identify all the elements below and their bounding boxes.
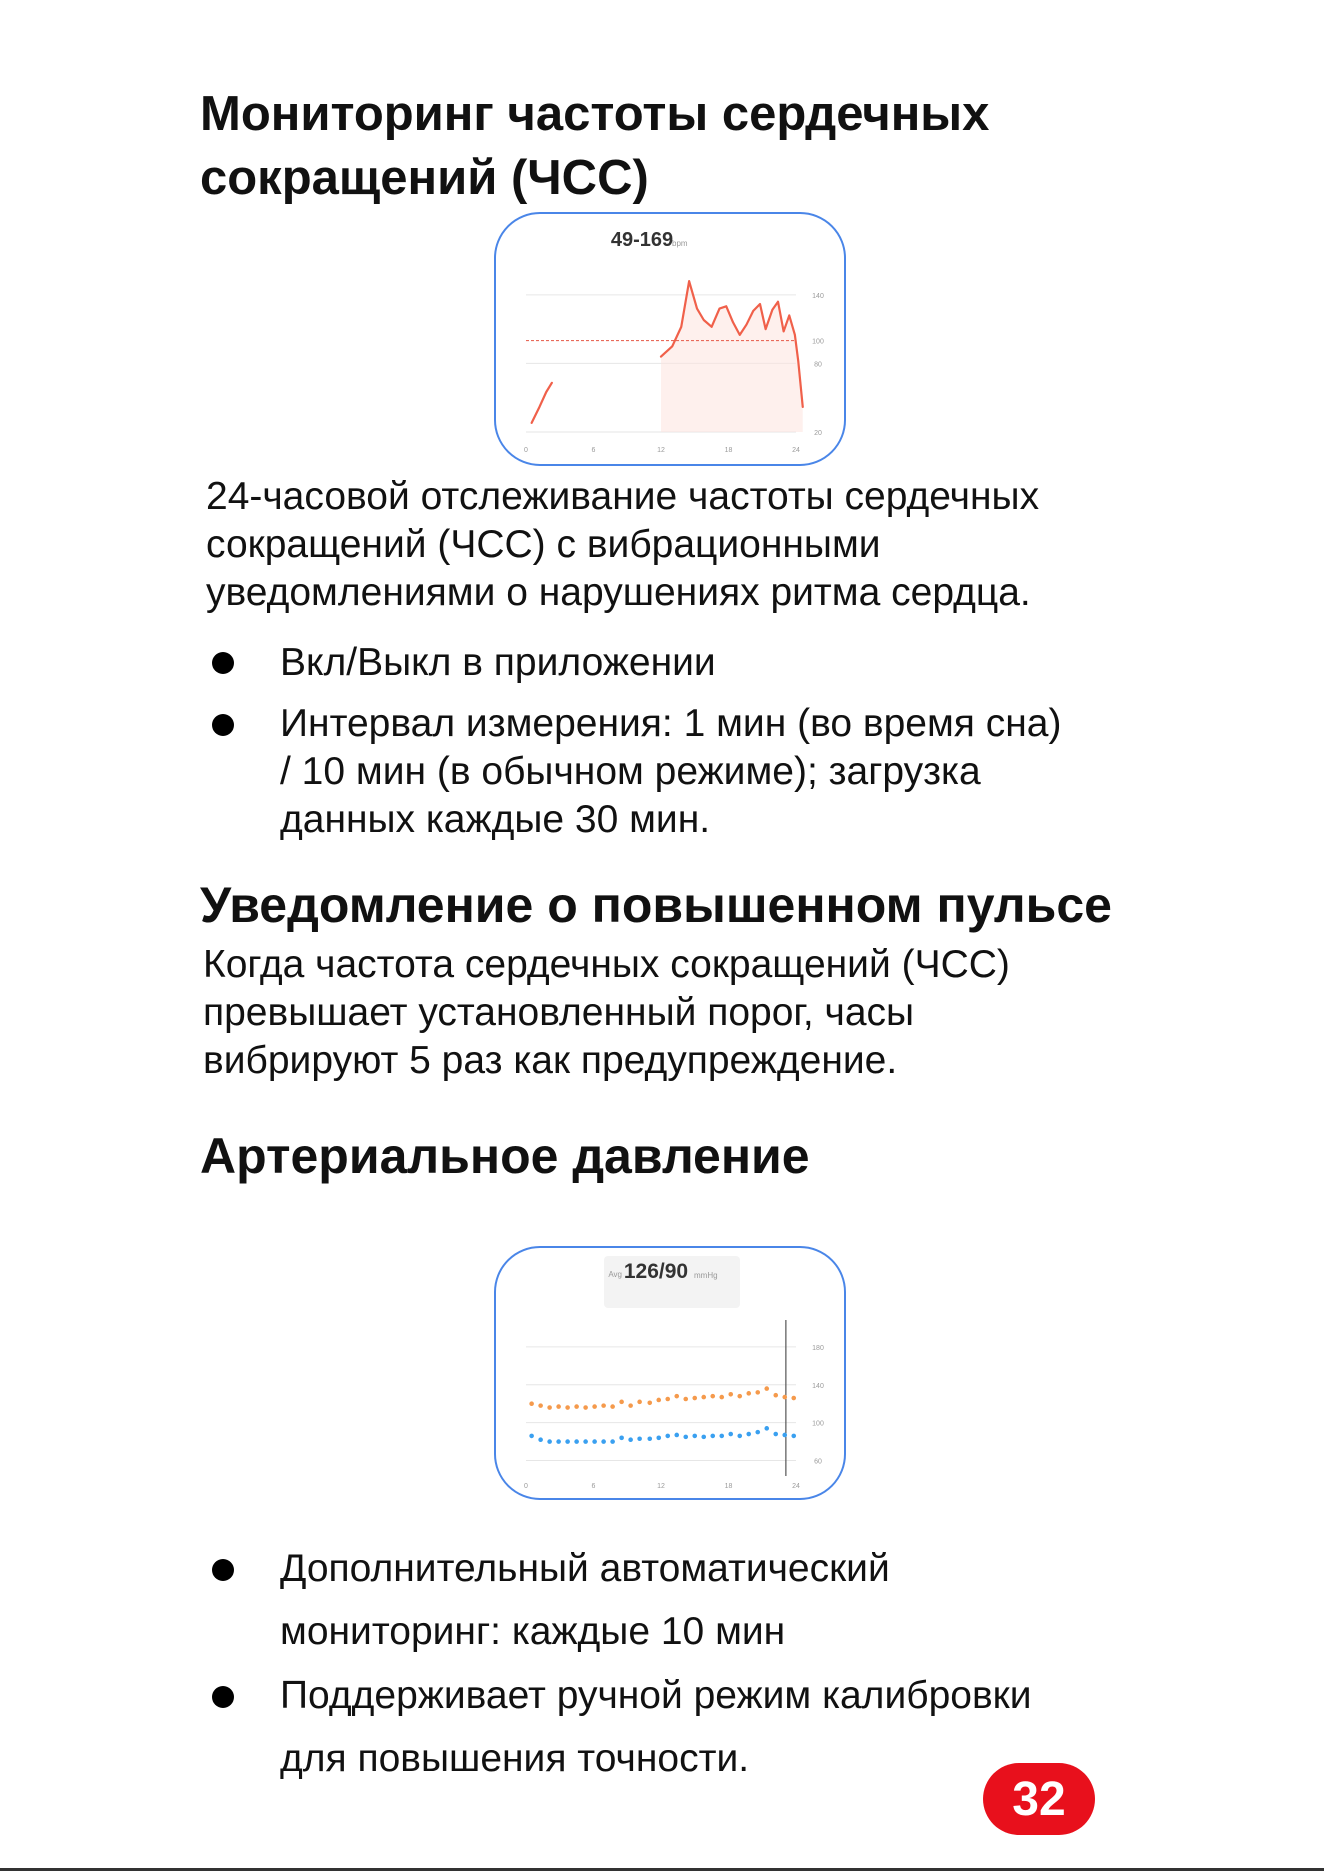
systolic-point [601,1403,606,1408]
diastolic-point [683,1435,688,1440]
heart-rate-chart [496,214,846,466]
y-tick-label: 20 [814,430,822,437]
diastolic-point [656,1436,661,1441]
systolic-point [728,1392,733,1397]
systolic-point [656,1398,661,1403]
systolic-point [701,1395,706,1400]
bullet-line: мониторинг: каждые 10 мин [280,1610,786,1653]
bottom-rule [0,1868,1324,1871]
diastolic-point [701,1435,706,1440]
diastolic-point [592,1439,597,1444]
x-tick-label: 6 [591,1483,596,1490]
x-tick-label: 24 [792,1483,800,1490]
systolic-point [592,1404,597,1409]
bullet-line: Вкл/Выкл в приложении [280,641,716,684]
bullet-interval [280,700,1200,844]
systolic-point [574,1404,579,1409]
diastolic-point [710,1434,715,1439]
bullet-line: Интервал измерения: 1 мин (во время сна) [280,702,1062,745]
heart-rate-description [206,473,1206,617]
diastolic-point [556,1439,561,1444]
systolic-point [710,1394,715,1399]
high-pulse-title: Уведомление о повышенном пульсе [200,877,1112,933]
y-tick-label: 80 [814,361,822,369]
y-tick-label: 100 [812,338,824,346]
blood-pressure-chart-card [494,1246,846,1500]
systolic-point [647,1400,652,1405]
bullet-auto-monitoring [280,1537,1200,1663]
page-number-badge: 32 [983,1763,1095,1835]
bullet-dot [212,1686,234,1708]
bp-chart-value: 126/90 [623,1260,689,1283]
systolic-point [628,1403,633,1408]
diastolic-point [583,1439,588,1444]
diastolic-point [782,1433,787,1438]
diastolic-point [764,1426,769,1431]
y-tick-label: 60 [814,1458,822,1466]
systolic-point [556,1404,561,1409]
systolic-point [791,1396,796,1401]
diastolic-point [773,1432,778,1437]
systolic-point [755,1390,760,1395]
y-tick-label: 180 [812,1344,824,1352]
systolic-point [619,1400,624,1405]
x-tick-label: 12 [657,447,665,454]
description-line: Когда частота сердечных сокращений (ЧСС) [203,943,1010,986]
diastolic-point [547,1439,552,1444]
blood-pressure-chart [496,1248,846,1500]
x-tick-label: 6 [591,447,596,454]
diastolic-point [601,1439,606,1444]
systolic-point [773,1393,778,1398]
bullet-dot [212,652,234,674]
systolic-point [583,1405,588,1410]
diastolic-point [755,1430,760,1435]
systolic-point [674,1394,679,1399]
diastolic-point [674,1433,679,1438]
bullet-line: Дополнительный автоматический [280,1547,890,1590]
diastolic-point [565,1439,570,1444]
systolic-point [565,1405,570,1410]
systolic-point [637,1400,642,1405]
systolic-point [529,1401,534,1406]
heart-rate-title: Мониторинг частоты сердечных сокращений (ЧСС) [200,87,990,205]
bullet-dot [212,1559,234,1581]
diastolic-point [610,1439,615,1444]
y-tick-label: 140 [812,1382,824,1390]
systolic-point [746,1391,751,1396]
diastolic-point [791,1434,796,1439]
hr-chart-value: 49-169 [610,229,674,251]
systolic-point [764,1386,769,1391]
description-line: сокращений (ЧСС) с вибрационными [206,523,881,566]
systolic-point [737,1394,742,1399]
systolic-point [782,1395,787,1400]
systolic-point [665,1397,670,1402]
diastolic-point [728,1432,733,1437]
x-tick-label: 0 [524,1483,528,1490]
diastolic-point [746,1432,751,1437]
x-tick-label: 18 [724,1483,733,1490]
y-tick-label: 140 [812,292,824,300]
x-tick-label: 18 [724,447,733,454]
description-line: превышает установленный порог, часы [203,991,915,1034]
diastolic-point [737,1434,742,1439]
hr-series-line [532,383,552,423]
bullet-dot [212,714,234,736]
blood-pressure-title: Артериальное давление [200,1128,810,1184]
diastolic-point [529,1434,534,1439]
x-tick-label: 0 [524,447,528,454]
systolic-point [692,1396,697,1401]
high-pulse-description [203,941,1203,1085]
systolic-point [547,1405,552,1410]
bullet-app-toggle [280,639,1200,687]
hr-chart-unit: bpm [672,239,688,248]
diastolic-point [719,1434,724,1439]
systolic-point [719,1395,724,1400]
hr-area [661,281,803,432]
description-line: 24-часовой отслеживание частоты сердечных [206,475,1040,518]
systolic-point [610,1404,615,1409]
bullet-line: данных каждые 30 мин. [280,798,711,841]
description-line: вибрируют 5 раз как предупреждение. [203,1039,898,1082]
diastolic-point [647,1436,652,1441]
x-tick-label: 24 [792,447,800,454]
diastolic-point [665,1434,670,1439]
heart-rate-chart-card [494,212,846,466]
systolic-point [683,1397,688,1402]
diastolic-point [628,1437,633,1442]
bullet-line: / 10 мин (в обычном режиме); загрузка [280,750,981,793]
bullet-line: для повышения точности. [280,1737,750,1780]
bp-chart-prefix: Avg [608,1270,622,1279]
diastolic-point [637,1436,642,1441]
diastolic-point [619,1436,624,1441]
y-tick-label: 100 [812,1420,824,1428]
diastolic-point [692,1434,697,1439]
systolic-point [538,1403,543,1408]
description-line: уведомлениями о нарушениях ритма сердца. [206,571,1031,614]
bullet-line: Поддерживает ручной режим калибровки [280,1674,1032,1717]
diastolic-point [574,1439,579,1444]
diastolic-point [538,1437,543,1442]
x-tick-label: 12 [657,1483,665,1490]
bp-chart-unit: mmHg [694,1271,718,1280]
